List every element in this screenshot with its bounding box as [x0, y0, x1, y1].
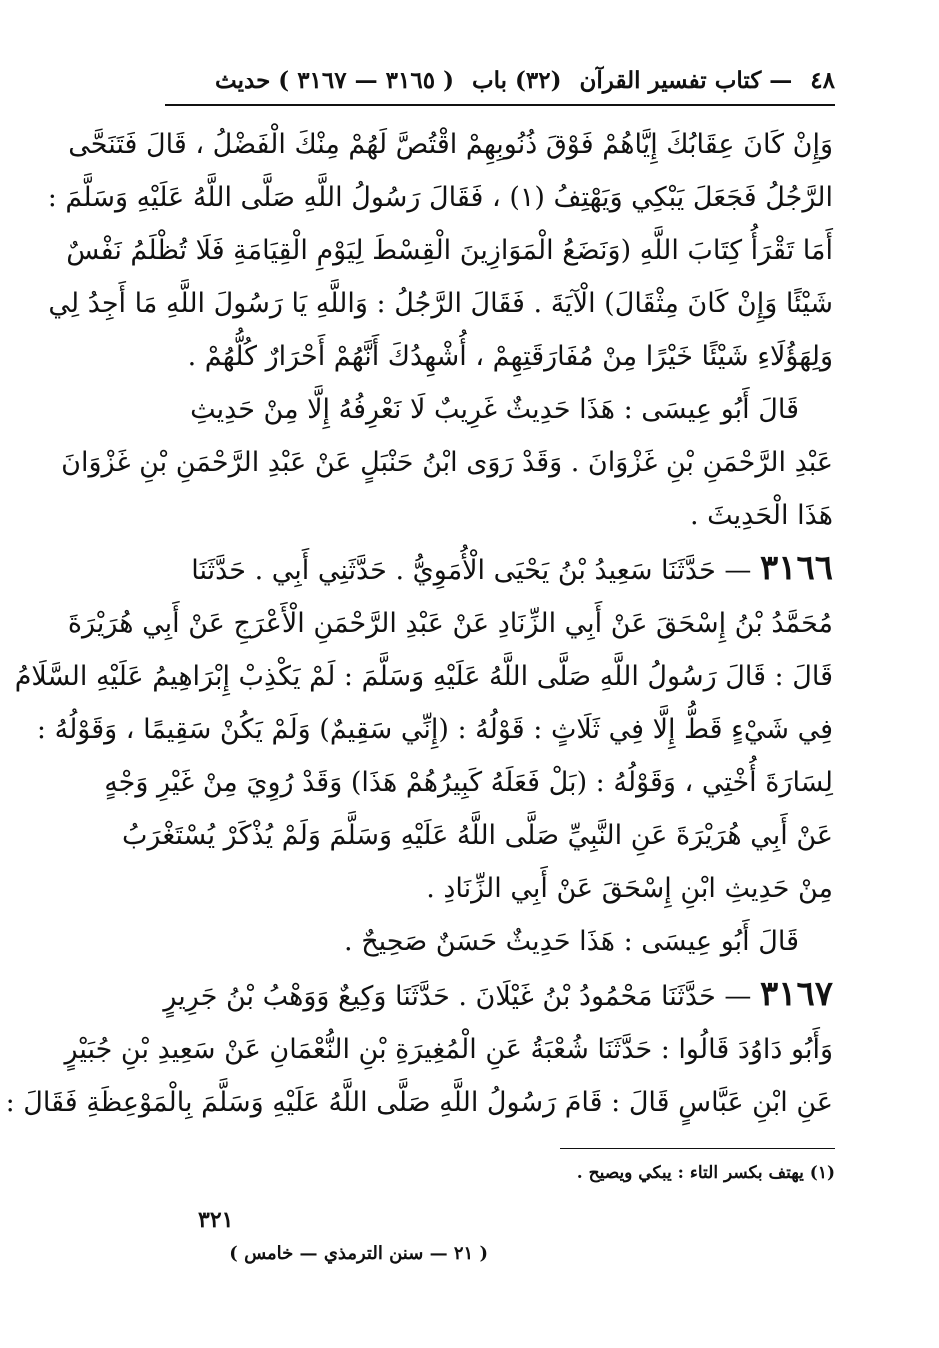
footnote-divider	[560, 1148, 835, 1149]
hadith-number: ٣١٦٦	[759, 548, 833, 588]
text-line: هَذَا الْحَدِيثَ .	[689, 500, 833, 531]
text-line: مُحَمَّدُ بْنُ إِسْحَقَ عَنْ أَبِي الزِّنَادِ عَنْ عَبْدِ الرَّحْمَنِ الْأَعْرَجِ عَنْ أَبِي هُرَيْرَةَ	[67, 608, 833, 639]
text-line: قَالَ أَبُو عِيسَى : هَذَا حَدِيثٌ حَسَنٌ صَحِيحٌ .	[344, 926, 799, 957]
page-number: ٣٢١	[198, 1207, 234, 1233]
hadith-3167	[5, 968, 833, 1129]
paragraph-abu-isa-comment-1	[61, 383, 833, 542]
hadith-3166	[14, 542, 833, 915]
header-page-number: ٤٨	[810, 66, 835, 94]
header-book-title: — كتاب تفسير القرآن	[579, 66, 793, 94]
main-text	[5, 118, 833, 1129]
running-header	[165, 58, 835, 102]
text-line: الرَّجُلُ فَجَعَلَ يَبْكِي وَيَهْتِفُ (١) ، فَقَالَ رَسُولُ اللَّهِ صَلَّى اللَّهُ عَلَيْهِ وَسَلَّمَ :	[47, 182, 833, 213]
text-line: قَالَ : قَالَ رَسُولُ اللَّهِ صَلَّى اللَّهُ عَلَيْهِ وَسَلَّمَ : لَمْ يَكْذِبْ إِبْرَاهِيمُ عَلَيْهِ السَّلَامُ	[14, 661, 833, 692]
header-chapter: (٣٢) باب	[471, 66, 562, 94]
text-line: عَبْدِ الرَّحْمَنِ بْنِ غَزْوَانَ . وَقَدْ رَوَى ابْنُ حَنْبَلٍ عَنْ عَبْدِ الرَّحْمَنِ بْنِ غَزْوَانَ	[61, 447, 833, 478]
text-line: وَإِنْ كَانَ عِقَابُكَ إِيَّاهُمْ فَوْقَ ذُنُوبِهِمْ اقْتُصَّ لَهُمْ مِنْكَ الْفَضْلُ ، قَالَ فَتَنَحَّى	[68, 129, 833, 160]
text-line: عَنْ أَبِي هُرَيْرَةَ عَنِ النَّبِيِّ صَلَّى اللَّهُ عَلَيْهِ وَسَلَّمَ وَلَمْ يُذْكَرْ يُسْتَغْرَبُ	[122, 820, 833, 851]
text-line: لِسَارَةَ أُخْتِي ، وَقَوْلُهُ : (بَلْ فَعَلَهُ كَبِيرُهُمْ هَذَا) وَقَدْ رُوِيَ مِنْ غَيْرِ وَجْهٍ	[104, 767, 833, 798]
text-line: — حَدَّثَنَا مَحْمُودُ بْنُ غَيْلَانَ . حَدَّثَنَا وَكِيعٌ وَوَهْبُ بْنُ جَرِيرٍ	[163, 981, 752, 1012]
text-line: قَالَ أَبُو عِيسَى : هَذَا حَدِيثٌ غَرِيبٌ لَا نَعْرِفُهُ إِلَّا مِنْ حَدِيثِ	[190, 394, 799, 425]
header-divider	[165, 104, 835, 106]
header-hadith-range: ( ٣١٦٥ — ٣١٦٧ ) حديث	[215, 66, 454, 94]
hadith-number: ٣١٦٧	[759, 974, 833, 1014]
text-line: — حَدَّثَنَا سَعِيدُ بْنُ يَحْيَى الْأُمَوِيُّ . حَدَّثَنِي أَبِي . حَدَّثَنَا	[191, 555, 752, 586]
text-line: وَأَبُو دَاوُدَ قَالُوا : حَدَّثَنَا شُعْبَةُ عَنِ الْمُغِيرَةِ بْنِ النُّعْمَانِ عَنْ سَعِيدِ بْنِ جُبَيْرٍ	[64, 1034, 833, 1065]
text-line: وَلِهَؤُلَاءِ شَيْئًا خَيْرًا مِنْ مُفَارَقَتِهِمْ ، أُشْهِدُكَ أَنَّهُمْ أَحْرَارٌ كُلُّهُمْ .	[187, 341, 833, 372]
text-line: عَنِ ابْنِ عَبَّاسٍ قَالَ : قَامَ رَسُولُ اللَّهِ صَلَّى اللَّهُ عَلَيْهِ وَسَلَّمَ بِالْمَوْعِظَةِ فَقَالَ :	[5, 1087, 833, 1118]
footnote: (١) يهتف بكسر التاء : يبكي ويصيح .	[576, 1163, 835, 1183]
text-line: فِي شَيْءٍ قَطُّ إِلَّا فِي ثَلَاثٍ : قَوْلُهُ : (إِنِّي سَقِيمٌ) وَلَمْ يَكُنْ سَقِيمًا ، وَقَوْلُهُ :	[36, 714, 833, 745]
paragraph-abu-isa-comment-2	[165, 915, 833, 968]
text-line: شَيْئًا وَإِنْ كَانَ مِثْقَالَ) الْآيَةَ . فَقَالَ الرَّجُلُ : وَاللَّهِ يَا رَسُولَ اللَّهِ مَا أَجِدُ لِي	[48, 288, 833, 319]
paragraph-continuation	[47, 118, 833, 383]
text-line: أَمَا تَقْرَأُ كِتَابَ اللَّهِ (وَنَضَعُ الْمَوَازِينَ الْقِسْطَ لِيَوْمِ الْقِيَامَةِ فَلَا تُظْلَمُ نَفْسٌ	[66, 235, 833, 266]
printer-signature: ( ٢١ — سنن الترمذي — خامس )	[229, 1243, 488, 1264]
text-line: مِنْ حَدِيثِ ابْنِ إِسْحَقَ عَنْ أَبِي الزِّنَادِ .	[426, 873, 833, 904]
